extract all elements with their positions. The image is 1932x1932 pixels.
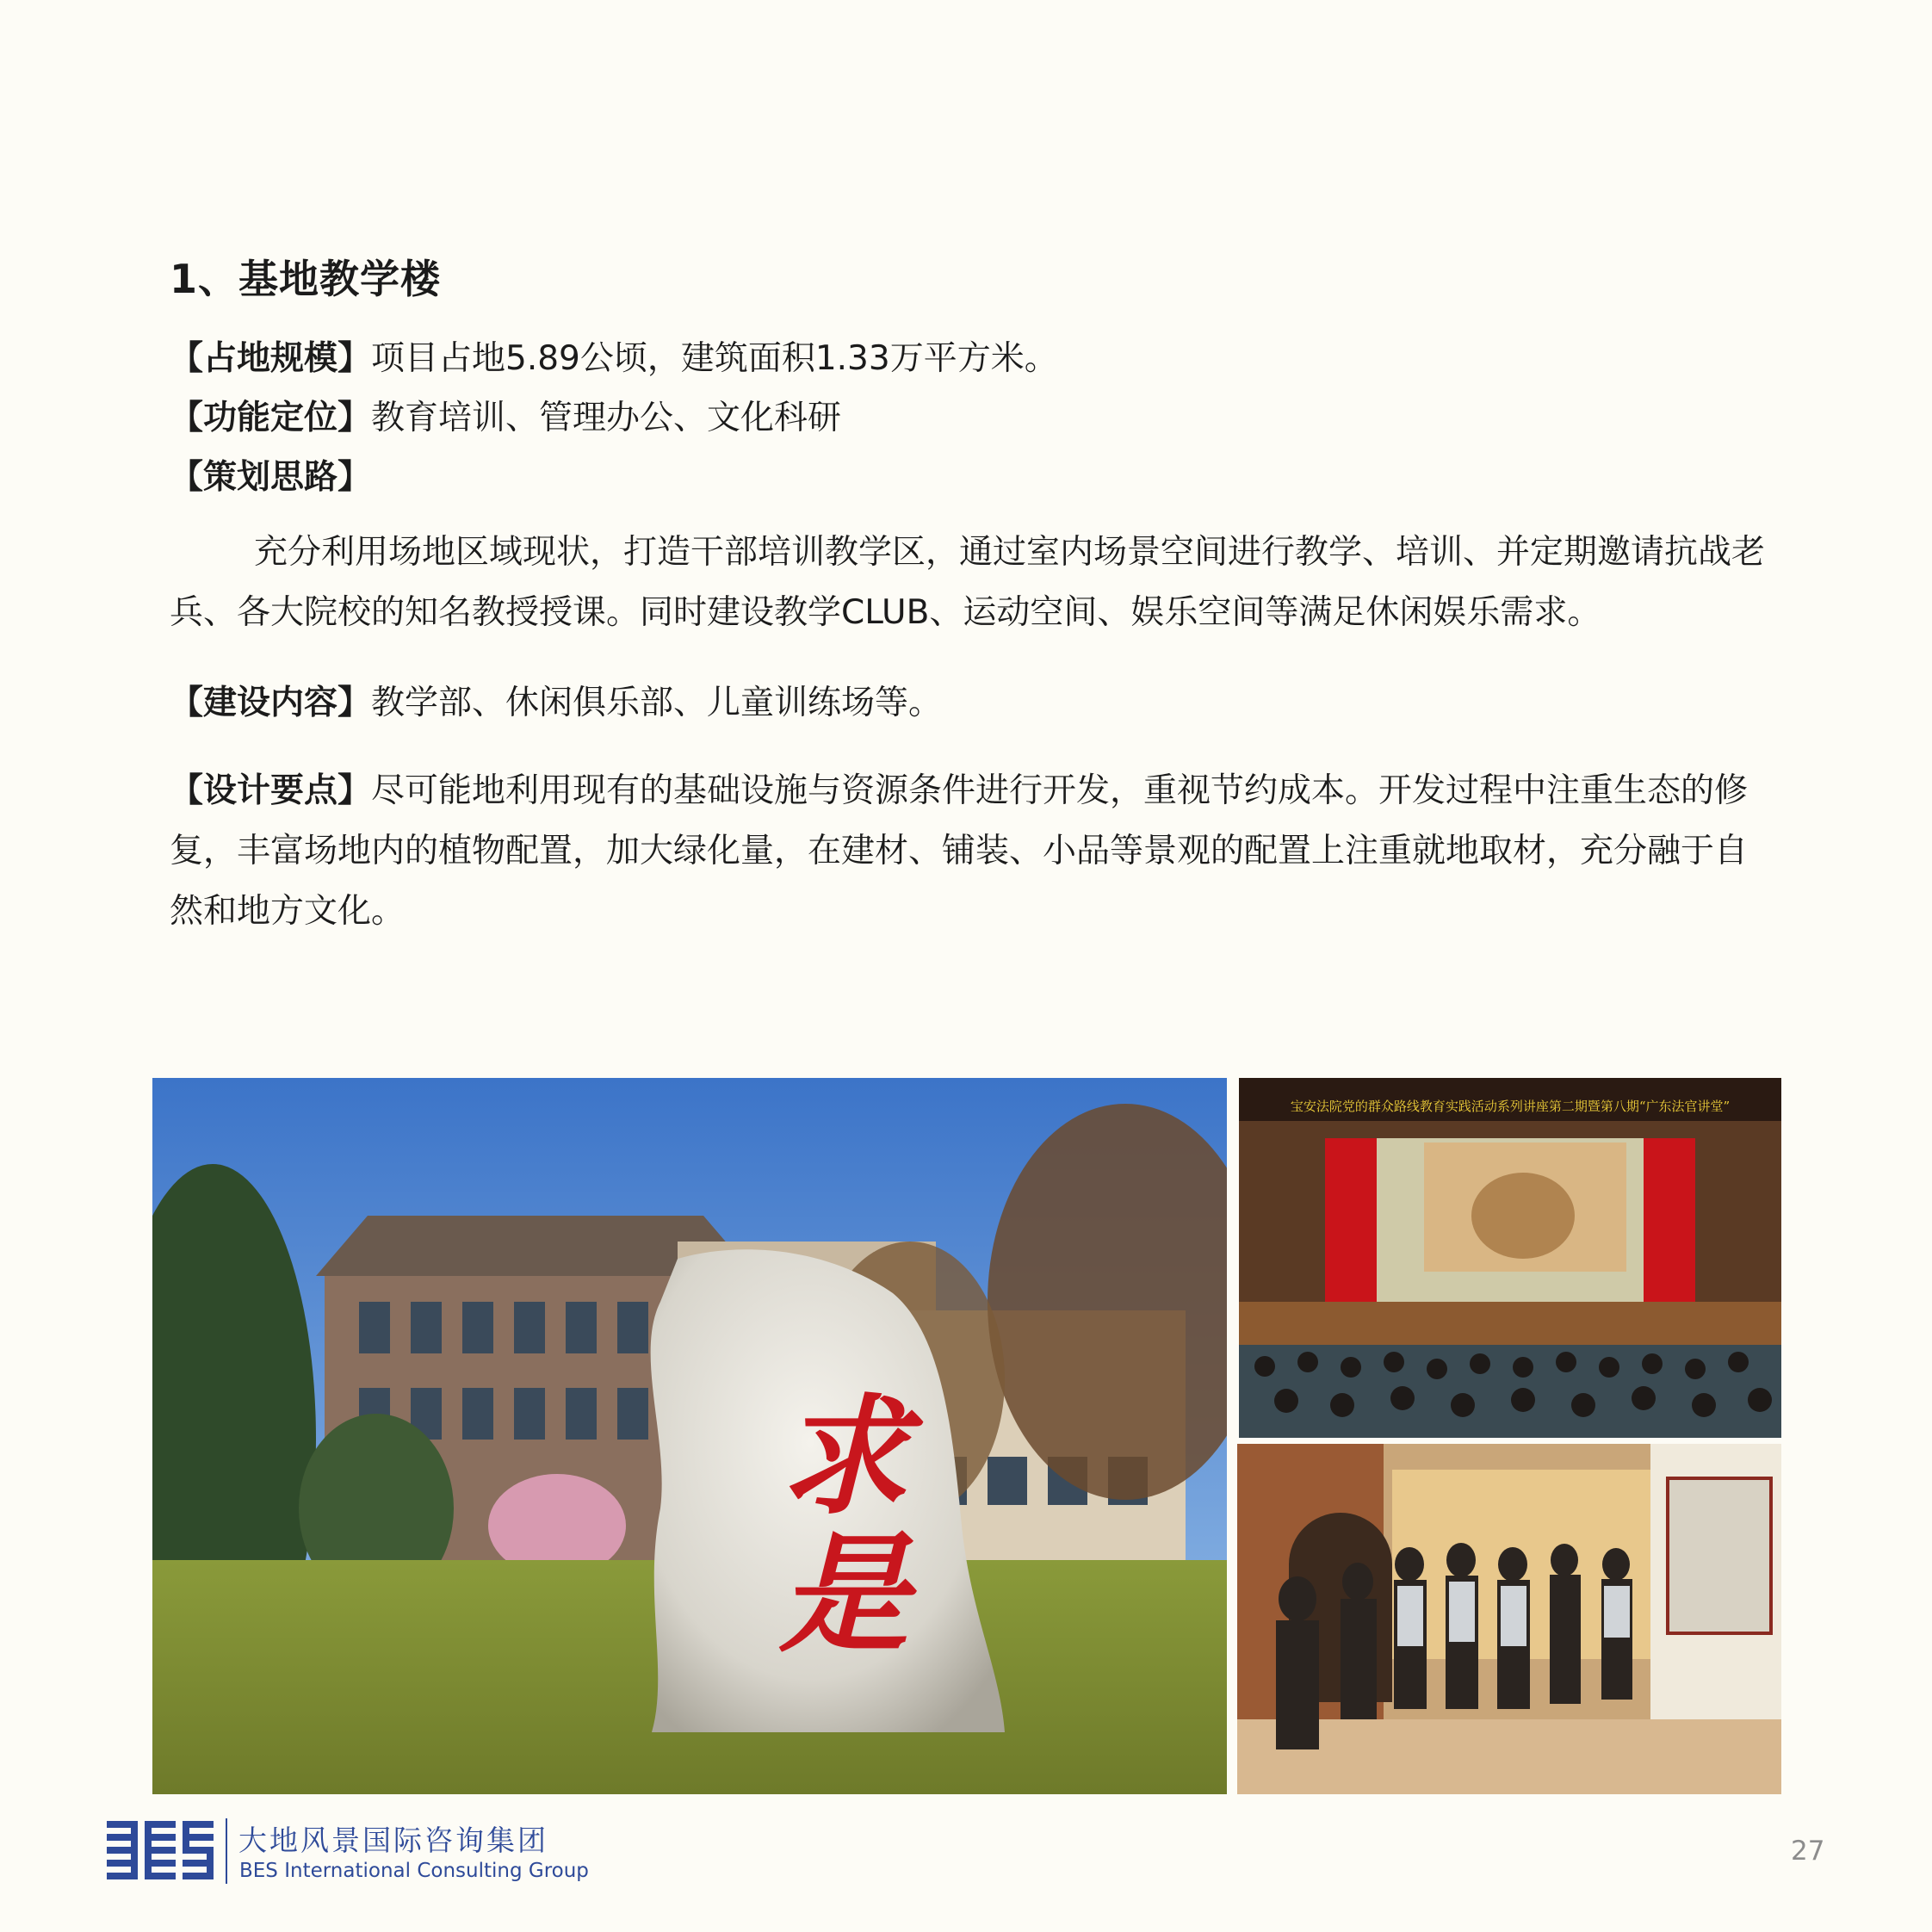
idea-label: 【策划思路】 [170,458,372,497]
hall-banner: 宝安法院党的群众路线教育实践活动系列讲座第二期暨第八期“广东法官讲堂” [1290,1099,1731,1114]
section-title: 1、基地教学楼 [170,256,442,302]
content-value: 教学部、休闲俱乐部、儿童训练场等。 [371,684,943,722]
content-line [170,673,942,734]
logo-divider [226,1818,227,1884]
function-line [170,388,841,449]
photo-exhibition-visit-image [1237,1444,1781,1794]
photo-stone-building [152,1078,1227,1794]
page-number: 27 [1791,1836,1825,1867]
design-paragraph [170,761,1780,942]
scale-line [170,329,1058,389]
content-label: 【建设内容】 [170,684,372,722]
photo-stone-building-image [152,1078,1227,1794]
function-label: 【功能定位】 [170,399,372,437]
design-text: 尽可能地利用现有的基础设施与资源条件进行开发，重视节约成本。开发过程中注重生态的修复，丰富场地内的植物配置，加大绿化量，在建材、铺装、小品等景观的配置上注重就地取材，充分融于自然和地方文化。 [170,771,1749,931]
company-name-cn: 大地风景国际咨询集团 [238,1824,548,1857]
stone-calligraphy: 求是 [757,1388,908,1663]
idea-paragraph [170,523,1780,643]
photo-lecture-hall-image [1239,1078,1781,1438]
scale-label: 【占地规模】 [170,339,372,378]
design-label: 【设计要点】 [170,771,372,810]
idea-text: 充分利用场地区域现状，打造干部培训教学区，通过室内场景空间进行教学、培训、并定期邀请抗战老兵、各大院校的知名教授授课。同时建设教学CLUB、运动空间、娱乐空间等满足休闲娱乐需求。 [170,533,1766,632]
idea-line [170,448,371,508]
scale-value: 项目占地5.89公顷，建筑面积1.33万平方米。 [371,339,1058,378]
company-name-en: BES International Consulting Group [239,1860,589,1882]
photo-lecture-hall [1239,1078,1781,1438]
function-value: 教育培训、管理办公、文化科研 [371,399,842,437]
photo-exhibition-visit [1237,1444,1781,1794]
bes-logo-icon [107,1821,215,1885]
